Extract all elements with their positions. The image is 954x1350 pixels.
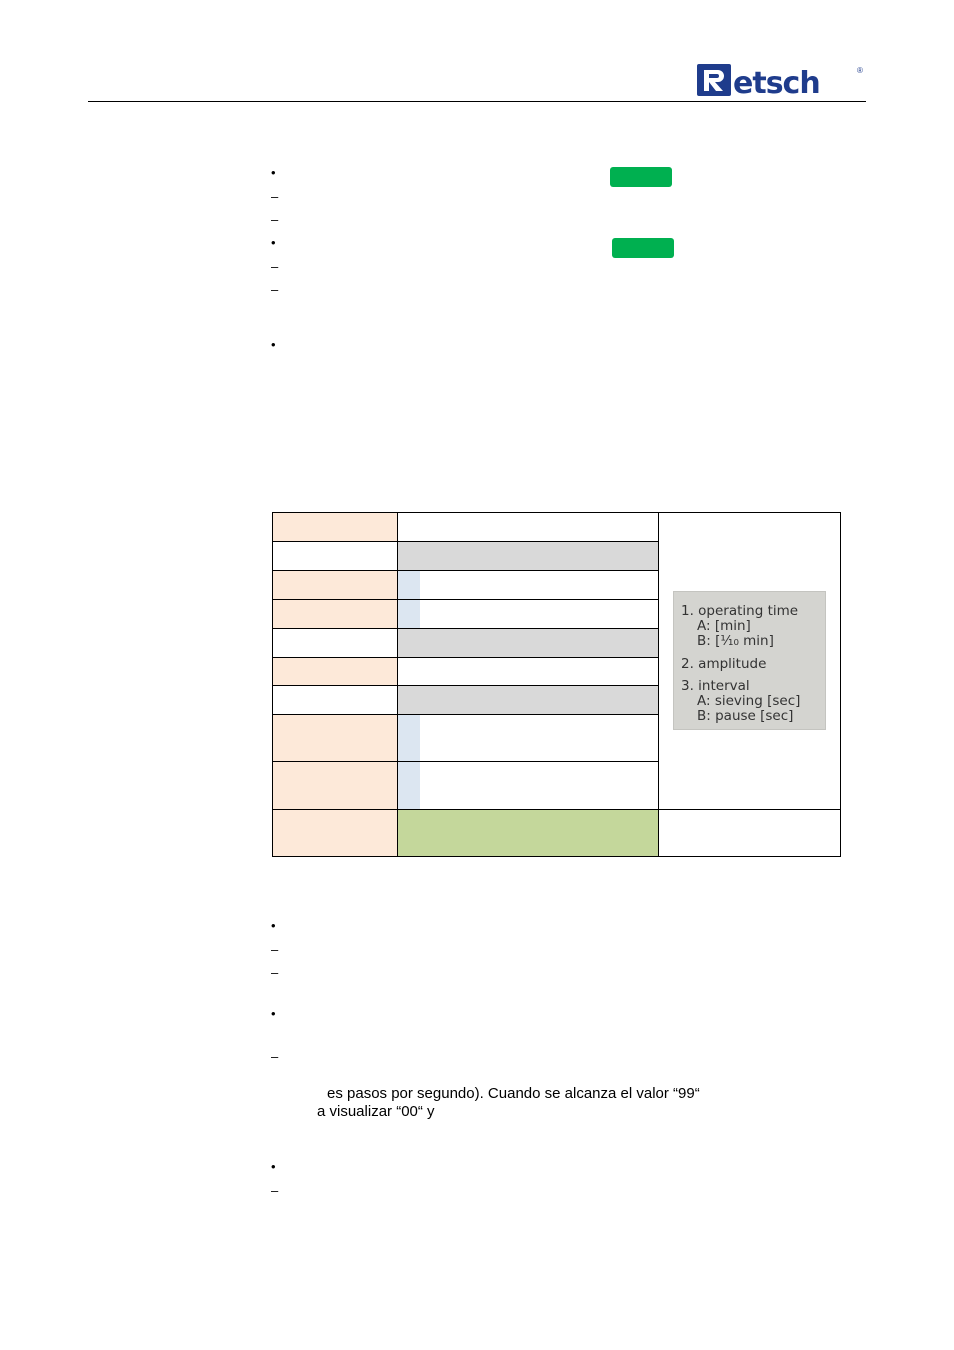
table-cell bbox=[272, 628, 397, 657]
display-line: 3. interval bbox=[681, 678, 750, 694]
table-cell bbox=[397, 657, 658, 685]
dash-marker: – bbox=[271, 942, 279, 957]
bullet-marker: • bbox=[271, 337, 276, 352]
table-cell bbox=[272, 570, 397, 599]
table-border bbox=[272, 856, 841, 857]
bullet-marker: • bbox=[271, 165, 276, 180]
start-key bbox=[610, 167, 672, 187]
table-border bbox=[272, 570, 658, 571]
table-cell-strip bbox=[397, 599, 420, 628]
table-cell bbox=[397, 512, 658, 541]
header-rule bbox=[88, 101, 866, 102]
table-cell bbox=[272, 685, 397, 714]
table-cell bbox=[397, 809, 658, 856]
table-border bbox=[272, 714, 658, 715]
table-cell bbox=[272, 809, 397, 856]
display-line: A: [min] bbox=[697, 618, 751, 634]
table-border bbox=[272, 628, 658, 629]
table-cell bbox=[272, 657, 397, 685]
retsch-logo bbox=[697, 62, 865, 103]
bullet-marker: • bbox=[271, 918, 276, 933]
bullet-marker: • bbox=[271, 1159, 276, 1174]
dash-marker: – bbox=[271, 965, 279, 980]
table-cell bbox=[397, 599, 658, 628]
table-cell bbox=[272, 599, 397, 628]
body-text-line: a visualizar “00“ y bbox=[317, 1103, 435, 1120]
start-key bbox=[612, 238, 674, 258]
table-border bbox=[658, 512, 659, 857]
display-line: A: sieving [sec] bbox=[697, 693, 801, 709]
table-cell bbox=[272, 761, 397, 809]
table-border bbox=[272, 657, 658, 658]
table-border bbox=[272, 512, 841, 513]
display-line: 1. operating time bbox=[681, 603, 799, 619]
table-cell bbox=[397, 570, 658, 599]
table-border bbox=[272, 541, 658, 542]
dash-marker: – bbox=[271, 189, 279, 204]
display-line: B: pause [sec] bbox=[697, 708, 794, 724]
table-border bbox=[272, 761, 658, 762]
retsch-logo-graphic bbox=[697, 62, 865, 98]
dash-marker: – bbox=[271, 259, 279, 274]
table-cell bbox=[272, 541, 397, 570]
display-line: 2. amplitude bbox=[681, 656, 767, 672]
table-cell-strip bbox=[397, 714, 420, 761]
table-cell bbox=[272, 512, 397, 541]
display-screen bbox=[673, 591, 826, 730]
dash-marker: – bbox=[271, 1183, 279, 1198]
table-cell bbox=[397, 761, 658, 809]
table-cell bbox=[397, 714, 658, 761]
bullet-marker: • bbox=[271, 1006, 276, 1021]
table-cell bbox=[397, 685, 658, 714]
display-line: B: [¹⁄₁₀ min] bbox=[697, 633, 774, 649]
table-border bbox=[272, 599, 658, 600]
dash-marker: – bbox=[271, 1049, 279, 1064]
dash-marker: – bbox=[271, 282, 279, 297]
logo-wordmark: etsch bbox=[733, 66, 820, 98]
body-text-line: es pasos por segundo). Cuando se alcanza el valor “99“ bbox=[327, 1085, 700, 1102]
table-cell-strip bbox=[397, 570, 420, 599]
table-cell bbox=[397, 541, 658, 570]
table-border bbox=[840, 512, 841, 857]
table-cell bbox=[272, 714, 397, 761]
table-cell-strip bbox=[397, 761, 420, 809]
bullet-marker: • bbox=[271, 235, 276, 250]
table-border bbox=[272, 809, 841, 810]
registered-mark: ® bbox=[857, 66, 863, 75]
table-border bbox=[272, 685, 658, 686]
dash-marker: – bbox=[271, 212, 279, 227]
table-cell bbox=[397, 628, 658, 657]
